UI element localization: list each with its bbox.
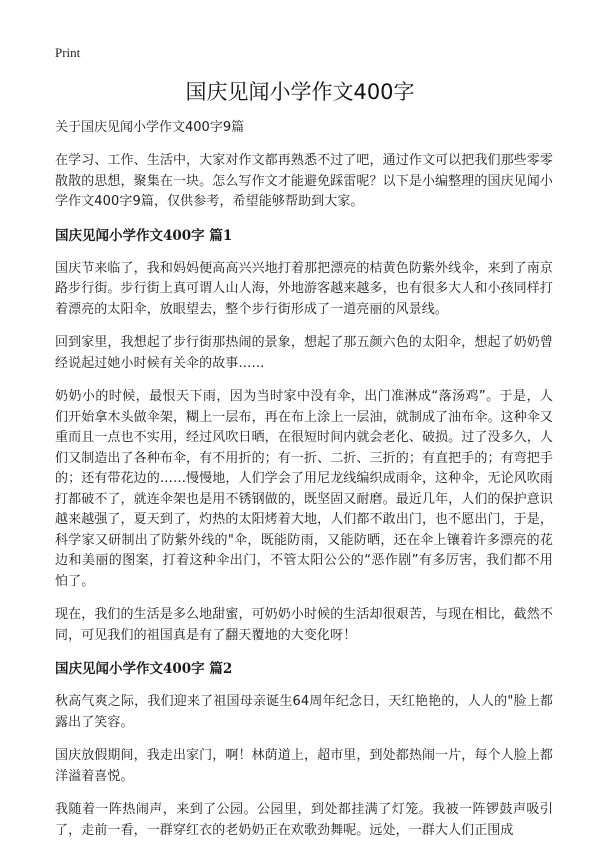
article-subtitle: 关于国庆见闻小学作文400字9篇 [55, 120, 245, 135]
paragraph: 回到家里，我想起了步行街那热闹的景象，想起了那五颜六色的太阳伞，想起了奶奶曾经说起过她小时候有关伞的故事…… [55, 335, 553, 371]
paragraph: 我随着一阵热闹声，来到了公园。公园里，到处都挂满了灯笼。我被一阵锣鼓声吸引了，走前一看，一群穿红衣的老奶奶正在欢歌劲舞呢。远处，一群大人们正围成 [55, 802, 553, 838]
paragraph: 国庆节来临了，我和妈妈便高高兴兴地打着那把漂亮的桔黄色防紫外线伞，来到了南京路步行街。步行街上真可谓人山人海，外地游客越来越多，也有很多大人和小孩同样打着漂亮的太阳伞，放眼望去，整个步行街形成了一道亮丽的风景线。 [55, 260, 553, 317]
paragraph: 现在，我们的生活是多么地甜蜜，可奶奶小时候的生活却很艰苦，与现在相比，截然不同，可见我们的祖国真是有了翻天覆地的大变化呀！ [55, 607, 553, 643]
page-title: 国庆见闻小学作文400字 [185, 80, 415, 104]
paragraph: 国庆放假期间，我走出家门，啊！林荫道上，超市里，到处都热闹一片，每个人脸上都洋溢着喜悦。 [55, 748, 553, 784]
intro-paragraph: 在学习、工作、生活中，大家对作文都再熟悉不过了吧，通过作文可以把我们那些零零散散的思想，聚集在一块。怎么写作文才能避免踩雷呢？以下是小编整理的国庆见闻小学作文400字9篇，仅供参考，希望能够帮助到大家。 [55, 153, 553, 209]
section-heading-1: 国庆见闻小学作文400字 篇1 [55, 227, 233, 244]
article-body [55, 118, 553, 854]
print-link[interactable]: Print [55, 45, 81, 60]
section-heading-2: 国庆见闻小学作文400字 篇2 [55, 661, 233, 677]
paragraph: 秋高气爽之际，我们迎来了祖国母亲诞生64周年纪念日，天红艳艳的，人人的"脸上都露出了笑容。 [55, 694, 553, 730]
paragraph: 奶奶小的时候，最恨天下雨，因为当时家中没有伞，出门准淋成“落汤鸡”。于是，人们开始拿木头做伞架，糊上一层布，再在布上涂上一层油，就制成了油布伞。这种伞又重而且一点也不实用，经过风吹日晒，在很短时间内就会老化、破损。过了没多久，人们又制造出了各种布伞，有不用折的；有一折、二折、三折的；有直把手的；有弯把手的；还有带花边的……慢慢地，人们学会了用尼龙线编织成雨伞，这种伞，无论风吹雨打都破不了，就连伞架也是用不锈钢做的，既坚固又耐磨。最近几年，人们的保护意识越来越强了，夏天到了，灼热的太阳烤着大地，人们都不敢出门，也不愿出门，于是，科学家又研制出了防紫外线的"伞，既能防雨，又能防晒，还在伞上镶着许多漂亮的花边和美丽的图案，打着这种伞出门，不管太阳公公的“恶作剧”有多厉害，我们都不用怕了。 [55, 389, 553, 589]
